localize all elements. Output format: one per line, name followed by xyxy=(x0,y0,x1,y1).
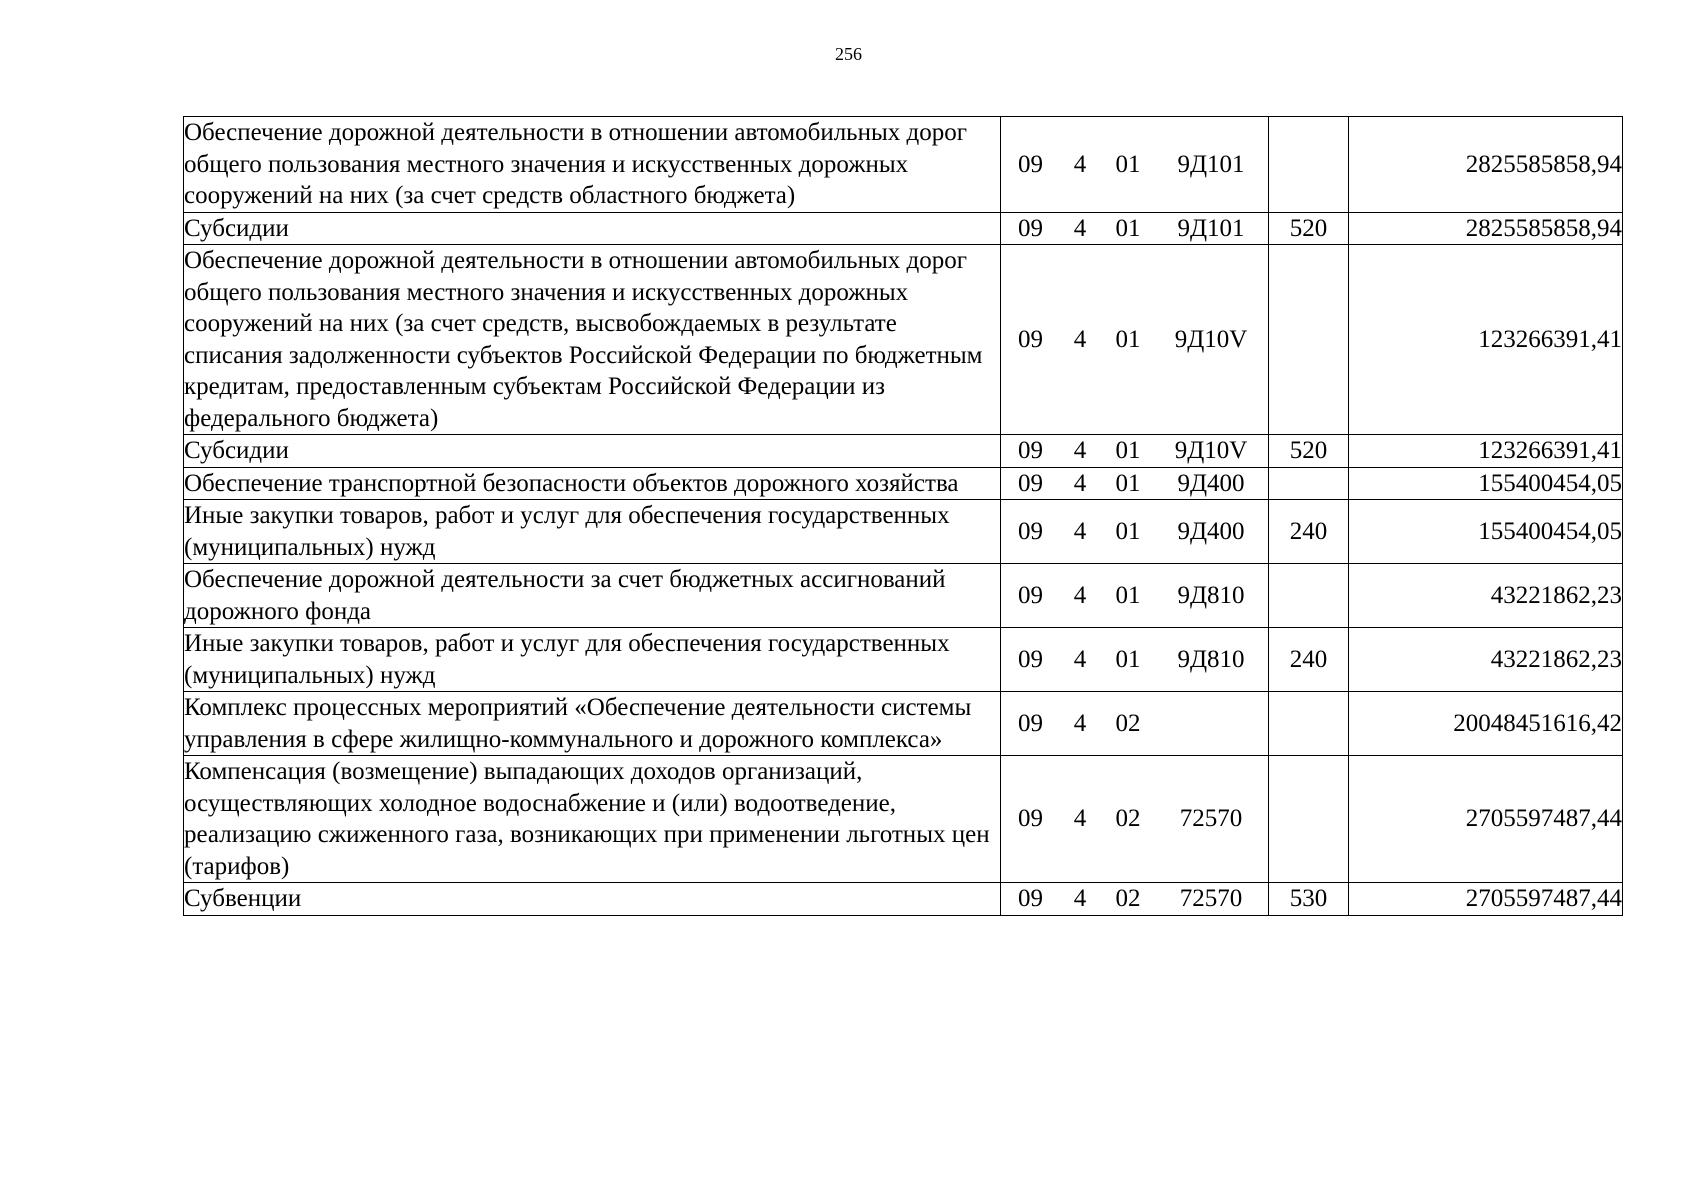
row-amount: 43221862,23 xyxy=(1349,564,1623,628)
row-description: Комплекс процессных мероприятий «Обеспечение деятельности системы управления в сфере жилищно-коммунального и дорожного комплекса» xyxy=(184,692,1001,756)
row-description: Субвенции xyxy=(184,883,1001,916)
expense-type-code xyxy=(1269,467,1349,500)
code-grid xyxy=(1001,644,1268,676)
row-description: Обеспечение дорожной деятельности в отношении автомобильных дорог общего пользования местного значения и искусственных дорожных сооружений на них (за счет средств, высвобождаемых в результате списания задолженности субъектов Российской Федерации по бюджетным кредитам, предоставленным субъектам Российской Федерации из федерального бюджета) xyxy=(184,245,1001,435)
program-code: 4 xyxy=(1073,645,1087,673)
section-code: 09 xyxy=(1018,517,1043,545)
subprogram-code: 01 xyxy=(1115,214,1141,242)
code-grid xyxy=(1001,468,1268,500)
row-codes xyxy=(1001,467,1269,500)
code-grid xyxy=(1001,149,1268,181)
section-code: 09 xyxy=(1018,150,1043,178)
section-code: 09 xyxy=(1018,645,1043,673)
code-grid xyxy=(1001,324,1268,356)
program-code: 4 xyxy=(1073,581,1087,609)
code-grid xyxy=(1001,435,1268,467)
expense-type-code: 520 xyxy=(1269,212,1349,245)
row-amount: 2825585858,94 xyxy=(1349,117,1623,213)
row-amount: 123266391,41 xyxy=(1349,245,1623,435)
table-row xyxy=(184,245,1623,435)
row-codes xyxy=(1001,245,1269,435)
item-code: 9Д810 xyxy=(1177,581,1245,609)
subprogram-code: 02 xyxy=(1115,885,1141,912)
row-description: Иные закупки товаров, работ и услуг для обеспечения государственных (муниципальных) нужд xyxy=(184,500,1001,564)
row-amount: 43221862,23 xyxy=(1349,628,1623,692)
section-code: 09 xyxy=(1018,437,1043,464)
row-amount: 2705597487,44 xyxy=(1349,883,1623,916)
row-codes xyxy=(1001,756,1269,883)
row-codes xyxy=(1001,628,1269,692)
program-code: 4 xyxy=(1073,517,1087,545)
item-code: 9Д400 xyxy=(1177,469,1245,497)
table-row xyxy=(184,756,1623,883)
item-code: 9Д810 xyxy=(1177,645,1245,673)
subprogram-code: 01 xyxy=(1115,437,1141,464)
subprogram-code: 01 xyxy=(1115,581,1141,609)
table-row xyxy=(184,564,1623,628)
expense-type-code xyxy=(1269,564,1349,628)
table-row xyxy=(184,500,1623,564)
subprogram-code: 01 xyxy=(1115,645,1141,673)
row-amount: 2705597487,44 xyxy=(1349,756,1623,883)
code-grid xyxy=(1001,708,1268,740)
table-row xyxy=(184,628,1623,692)
program-code: 4 xyxy=(1073,437,1087,464)
subprogram-code: 02 xyxy=(1115,805,1141,833)
row-amount: 20048451616,42 xyxy=(1349,692,1623,756)
code-grid xyxy=(1001,883,1268,915)
row-amount: 123266391,41 xyxy=(1349,435,1623,468)
program-code: 4 xyxy=(1073,885,1087,912)
expense-type-code: 240 xyxy=(1269,628,1349,692)
table-row xyxy=(184,467,1623,500)
section-code: 09 xyxy=(1018,214,1043,242)
subprogram-code: 01 xyxy=(1115,469,1141,497)
expense-type-code xyxy=(1269,245,1349,435)
item-code: 9Д101 xyxy=(1177,214,1245,242)
row-codes xyxy=(1001,564,1269,628)
row-codes xyxy=(1001,692,1269,756)
expense-type-code: 530 xyxy=(1269,883,1349,916)
row-description: Обеспечение дорожной деятельности за счет бюджетных ассигнований дорожного фонда xyxy=(184,564,1001,628)
subprogram-code: 01 xyxy=(1115,150,1141,178)
section-code: 09 xyxy=(1018,325,1043,353)
row-description: Субсидии xyxy=(184,435,1001,468)
row-amount: 2825585858,94 xyxy=(1349,212,1623,245)
program-code: 4 xyxy=(1073,150,1087,178)
expense-type-code: 240 xyxy=(1269,500,1349,564)
subprogram-code: 02 xyxy=(1115,709,1141,737)
budget-table xyxy=(183,116,1623,916)
program-code: 4 xyxy=(1073,709,1087,737)
table-row xyxy=(184,692,1623,756)
section-code: 09 xyxy=(1018,581,1043,609)
table-row xyxy=(184,117,1623,213)
code-grid xyxy=(1001,213,1268,245)
item-code: 72570 xyxy=(1179,805,1243,833)
row-description: Обеспечение транспортной безопасности объектов дорожного хозяйства xyxy=(184,467,1001,500)
program-code: 4 xyxy=(1073,214,1087,242)
section-code: 09 xyxy=(1018,709,1043,737)
row-codes xyxy=(1001,117,1269,213)
budget-table-body xyxy=(184,117,1623,916)
row-amount: 155400454,05 xyxy=(1349,467,1623,500)
item-code: 9Д10V xyxy=(1174,437,1248,464)
row-description: Компенсация (возмещение) выпадающих доходов организаций, осуществляющих холодное водоснабжение и (или) водоотведение, реализацию сжиженного газа, возникающих при применении льготных цен (тарифов) xyxy=(184,756,1001,883)
program-code: 4 xyxy=(1073,469,1087,497)
table-row xyxy=(184,883,1623,916)
code-grid xyxy=(1001,516,1268,548)
item-code: 72570 xyxy=(1179,885,1243,912)
subprogram-code: 01 xyxy=(1115,325,1141,353)
item-code: 9Д10V xyxy=(1174,325,1248,353)
expense-type-code xyxy=(1269,117,1349,213)
table-row xyxy=(184,435,1623,468)
page-number: 256 xyxy=(835,44,862,64)
expense-type-code: 520 xyxy=(1269,435,1349,468)
item-code: 9Д101 xyxy=(1177,150,1245,178)
program-code: 4 xyxy=(1073,805,1087,833)
section-code: 09 xyxy=(1018,469,1043,497)
row-codes xyxy=(1001,883,1269,916)
item-code: 9Д400 xyxy=(1177,517,1245,545)
row-description: Субсидии xyxy=(184,212,1001,245)
section-code: 09 xyxy=(1018,885,1043,912)
row-amount: 155400454,05 xyxy=(1349,500,1623,564)
section-code: 09 xyxy=(1018,805,1043,833)
row-description: Иные закупки товаров, работ и услуг для обеспечения государственных (муниципальных) нужд xyxy=(184,628,1001,692)
expense-type-code xyxy=(1269,756,1349,883)
code-grid xyxy=(1001,803,1268,835)
program-code: 4 xyxy=(1073,325,1087,353)
code-grid xyxy=(1001,580,1268,612)
row-description: Обеспечение дорожной деятельности в отношении автомобильных дорог общего пользования местного значения и искусственных дорожных сооружений на них (за счет средств областного бюджета) xyxy=(184,117,1001,213)
row-codes xyxy=(1001,500,1269,564)
row-codes xyxy=(1001,212,1269,245)
expense-type-code xyxy=(1269,692,1349,756)
subprogram-code: 01 xyxy=(1115,517,1141,545)
row-codes xyxy=(1001,435,1269,468)
table-row xyxy=(184,212,1623,245)
